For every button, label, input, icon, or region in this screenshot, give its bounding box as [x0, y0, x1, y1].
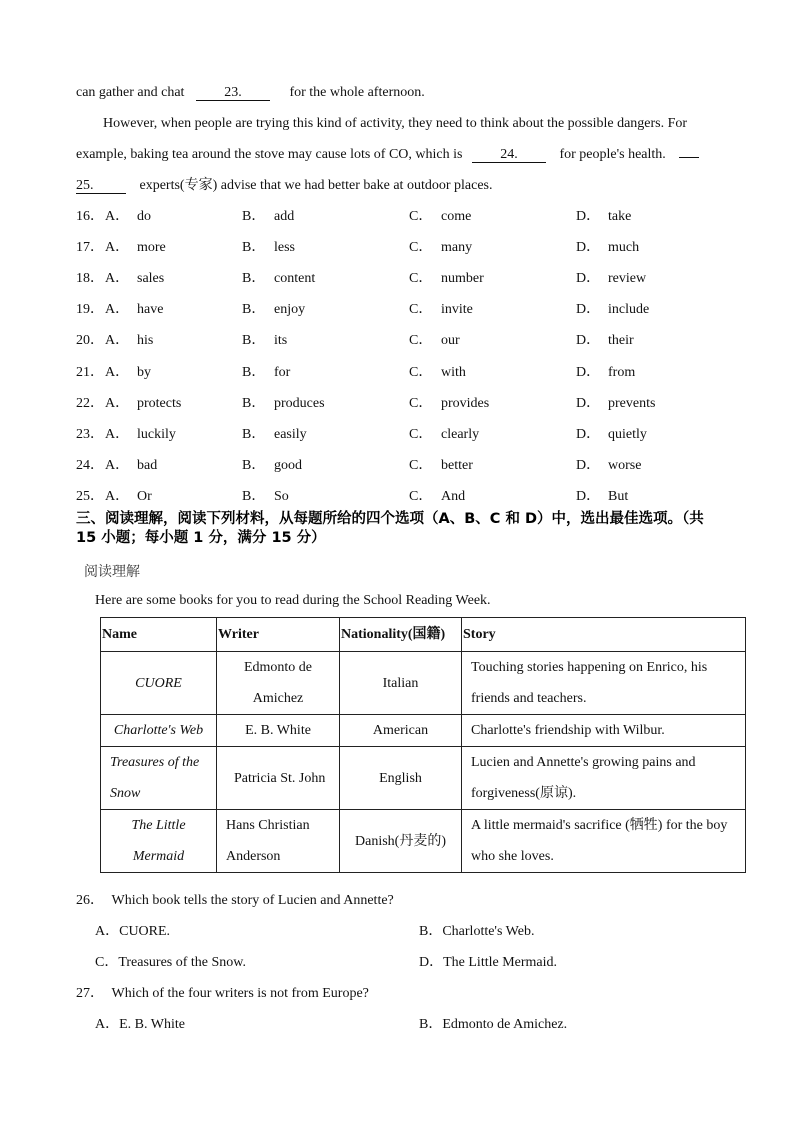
books-table	[100, 617, 746, 873]
book-nationality: Danish(丹麦的)	[340, 810, 462, 873]
table-row	[101, 747, 746, 810]
question-text: Which of the four writers is not from Europe?	[111, 986, 369, 1001]
option-b: content	[274, 271, 316, 286]
option-letter-b: B．	[242, 240, 266, 255]
blank-25: 25.	[76, 178, 126, 194]
story-line: friends and teachers.	[471, 691, 587, 706]
option-b: its	[274, 333, 288, 348]
question-number: 24．	[76, 458, 104, 473]
option-c: invite	[441, 302, 473, 317]
option-letter-b: B．	[242, 489, 266, 504]
option-letter-c: C．	[409, 365, 433, 380]
option-letter-a: A．	[105, 489, 130, 504]
option-letter-a: A．	[105, 458, 130, 473]
section-heading	[76, 510, 756, 548]
writer-line: Hans Christian	[226, 818, 310, 833]
book-writer	[217, 652, 340, 715]
option-a: have	[137, 302, 164, 317]
option-b: for	[274, 365, 291, 380]
book-name	[101, 747, 217, 810]
passage-text: example, baking tea around the stove may cause lots of CO, which is	[76, 147, 463, 162]
option-letter-a: A．	[105, 209, 130, 224]
question-number: 26．	[76, 893, 104, 908]
answer-26-d[interactable]: D．The Little Mermaid.	[419, 955, 558, 970]
option-letter-d: D．	[576, 458, 601, 473]
passage-line-4	[76, 177, 492, 195]
option-letter-c: C．	[409, 458, 433, 473]
writer-line: Edmonto de	[243, 660, 313, 675]
option-letter-a: A．	[105, 427, 130, 442]
question-27	[76, 985, 369, 1003]
question-number: 19．	[76, 302, 104, 317]
option-b: add	[274, 209, 295, 224]
option-a: his	[137, 333, 154, 348]
option-letter-a: A．	[105, 302, 130, 317]
table-header-row	[101, 618, 746, 652]
passage-line-3	[76, 146, 703, 164]
question-26	[76, 892, 394, 910]
passage-line-1	[76, 84, 425, 102]
passage-text: for the whole afternoon.	[289, 85, 425, 100]
passage-text: for people's health.	[559, 147, 666, 162]
option-letter-a: A．	[105, 365, 130, 380]
option-letter-c: C．	[409, 333, 433, 348]
question-number: 16．	[76, 209, 104, 224]
story-line: Touching stories happening on Enrico, his	[471, 660, 708, 675]
option-row-24	[76, 457, 716, 475]
name-line: Snow	[110, 786, 141, 801]
option-letter-b: B．	[242, 458, 266, 473]
question-number: 27．	[76, 986, 104, 1001]
option-a: Or	[137, 489, 152, 504]
option-letter-b: B．	[242, 302, 266, 317]
option-letter-d: D．	[576, 209, 601, 224]
answer-27-b[interactable]: B．Edmonto de Amichez.	[419, 1017, 568, 1032]
passage-text: experts(专家) advise that we had better bake at outdoor places.	[139, 178, 493, 193]
answer-26-c[interactable]: C．Treasures of the Snow.	[95, 955, 247, 970]
option-c: number	[441, 271, 484, 286]
table-row	[101, 715, 746, 747]
option-d: much	[608, 240, 640, 255]
option-letter-c: C．	[409, 302, 433, 317]
option-row-19	[76, 301, 716, 319]
question-number: 21．	[76, 365, 104, 380]
question-number: 22．	[76, 396, 104, 411]
option-letter-d: D．	[576, 240, 601, 255]
option-letter-d: D．	[576, 365, 601, 380]
section-subheading: 阅读理解	[84, 565, 140, 580]
option-c: come	[441, 209, 472, 224]
option-d: from	[608, 365, 636, 380]
option-letter-c: C．	[409, 271, 433, 286]
option-letter-d: D．	[576, 396, 601, 411]
book-name: CUORE	[101, 652, 217, 715]
option-letter-b: B．	[242, 333, 266, 348]
book-writer	[217, 810, 340, 873]
writer-line: Amichez	[252, 691, 304, 706]
answer-27-a[interactable]: A．E. B. White	[95, 1017, 185, 1032]
blank-23: 23.	[196, 85, 270, 101]
header-writer: Writer	[217, 618, 340, 652]
book-nationality: Italian	[340, 652, 462, 715]
option-letter-a: A．	[105, 333, 130, 348]
option-row-16	[76, 208, 716, 226]
option-c: with	[441, 365, 466, 380]
option-d: take	[608, 209, 632, 224]
answer-26-a[interactable]: A．CUORE.	[95, 924, 171, 939]
book-name: Charlotte's Web	[101, 715, 217, 747]
option-letter-b: B．	[242, 209, 266, 224]
option-d: But	[608, 489, 629, 504]
option-letter-c: C．	[409, 209, 433, 224]
option-letter-d: D．	[576, 489, 601, 504]
option-row-22	[76, 395, 716, 413]
blank-25-start	[679, 157, 699, 158]
option-row-20	[76, 332, 716, 350]
question-number: 25．	[76, 489, 104, 504]
option-row-17	[76, 239, 716, 257]
option-row-25	[76, 488, 716, 506]
option-d: include	[608, 302, 650, 317]
name-line: Mermaid	[132, 849, 185, 864]
question-number: 23．	[76, 427, 104, 442]
option-b: So	[274, 489, 289, 504]
option-b: produces	[274, 396, 325, 411]
table-row	[101, 810, 746, 873]
option-a: protects	[137, 396, 182, 411]
option-c: better	[441, 458, 473, 473]
book-story	[462, 810, 746, 873]
answer-26-b[interactable]: B．Charlotte's Web.	[419, 924, 535, 939]
table-row	[101, 652, 746, 715]
option-letter-d: D．	[576, 333, 601, 348]
story-line: forgiveness(原谅).	[471, 786, 577, 801]
header-story: Story	[462, 618, 746, 652]
option-c: our	[441, 333, 460, 348]
blank-24: 24.	[472, 147, 546, 163]
option-row-23	[76, 426, 716, 444]
reading-intro: Here are some books for you to read during the School Reading Week.	[95, 593, 491, 608]
option-b: enjoy	[274, 302, 306, 317]
question-number: 18．	[76, 271, 104, 286]
option-a: do	[137, 209, 151, 224]
book-story	[462, 652, 746, 715]
option-a: by	[137, 365, 151, 380]
writer-line: Anderson	[226, 849, 281, 864]
option-b: good	[274, 458, 302, 473]
option-a: sales	[137, 271, 165, 286]
name-line: Treasures of the	[110, 755, 200, 770]
option-row-18	[76, 270, 716, 288]
option-letter-b: B．	[242, 271, 266, 286]
option-letter-d: D．	[576, 271, 601, 286]
option-letter-d: D．	[576, 427, 601, 442]
story-line: Lucien and Annette's growing pains and	[471, 755, 696, 770]
option-d: prevents	[608, 396, 656, 411]
book-name	[101, 810, 217, 873]
option-b: less	[274, 240, 295, 255]
passage-line-2: However, when people are trying this kind of activity, they need to think about the possible dangers. For	[103, 116, 688, 131]
option-letter-a: A．	[105, 271, 130, 286]
option-c: And	[441, 489, 466, 504]
section-heading-line-2: 15 小题；每小题 1 分，满分 15 分）	[76, 530, 326, 546]
option-c: provides	[441, 396, 490, 411]
question-text: Which book tells the story of Lucien and Annette?	[111, 893, 394, 908]
option-d: worse	[608, 458, 642, 473]
header-name: Name	[101, 618, 217, 652]
book-story: Charlotte's friendship with Wilbur.	[462, 715, 746, 747]
option-letter-c: C．	[409, 396, 433, 411]
book-writer: Patricia St. John	[217, 747, 340, 810]
option-d: review	[608, 271, 647, 286]
book-nationality: English	[340, 747, 462, 810]
passage-text: can gather and chat	[76, 85, 185, 100]
story-line: A little mermaid's sacrifice (牺牲) for the boy	[471, 818, 728, 833]
header-nationality: Nationality(国籍)	[340, 618, 462, 652]
option-letter-a: A．	[105, 396, 130, 411]
option-letter-c: C．	[409, 427, 433, 442]
story-line: who she loves.	[471, 849, 554, 864]
option-letter-d: D．	[576, 302, 601, 317]
option-row-21	[76, 364, 716, 382]
option-letter-c: C．	[409, 489, 433, 504]
section-heading-line-1: 三、阅读理解，阅读下列材料，从每题所给的四个选项（A、B、C 和 D）中，选出最佳选项。（共	[76, 511, 704, 527]
option-a: luckily	[137, 427, 176, 442]
option-a: more	[137, 240, 166, 255]
option-letter-b: B．	[242, 365, 266, 380]
option-b: easily	[274, 427, 307, 442]
option-d: their	[608, 333, 634, 348]
option-letter-b: B．	[242, 396, 266, 411]
book-writer: E. B. White	[217, 715, 340, 747]
option-d: quietly	[608, 427, 647, 442]
option-a: bad	[137, 458, 158, 473]
option-c: clearly	[441, 427, 480, 442]
option-c: many	[441, 240, 473, 255]
option-letter-a: A．	[105, 240, 130, 255]
book-story	[462, 747, 746, 810]
question-number: 20．	[76, 333, 104, 348]
question-number: 17．	[76, 240, 104, 255]
option-letter-c: C．	[409, 240, 433, 255]
book-nationality: American	[340, 715, 462, 747]
option-letter-b: B．	[242, 427, 266, 442]
name-line: The Little	[131, 818, 186, 833]
